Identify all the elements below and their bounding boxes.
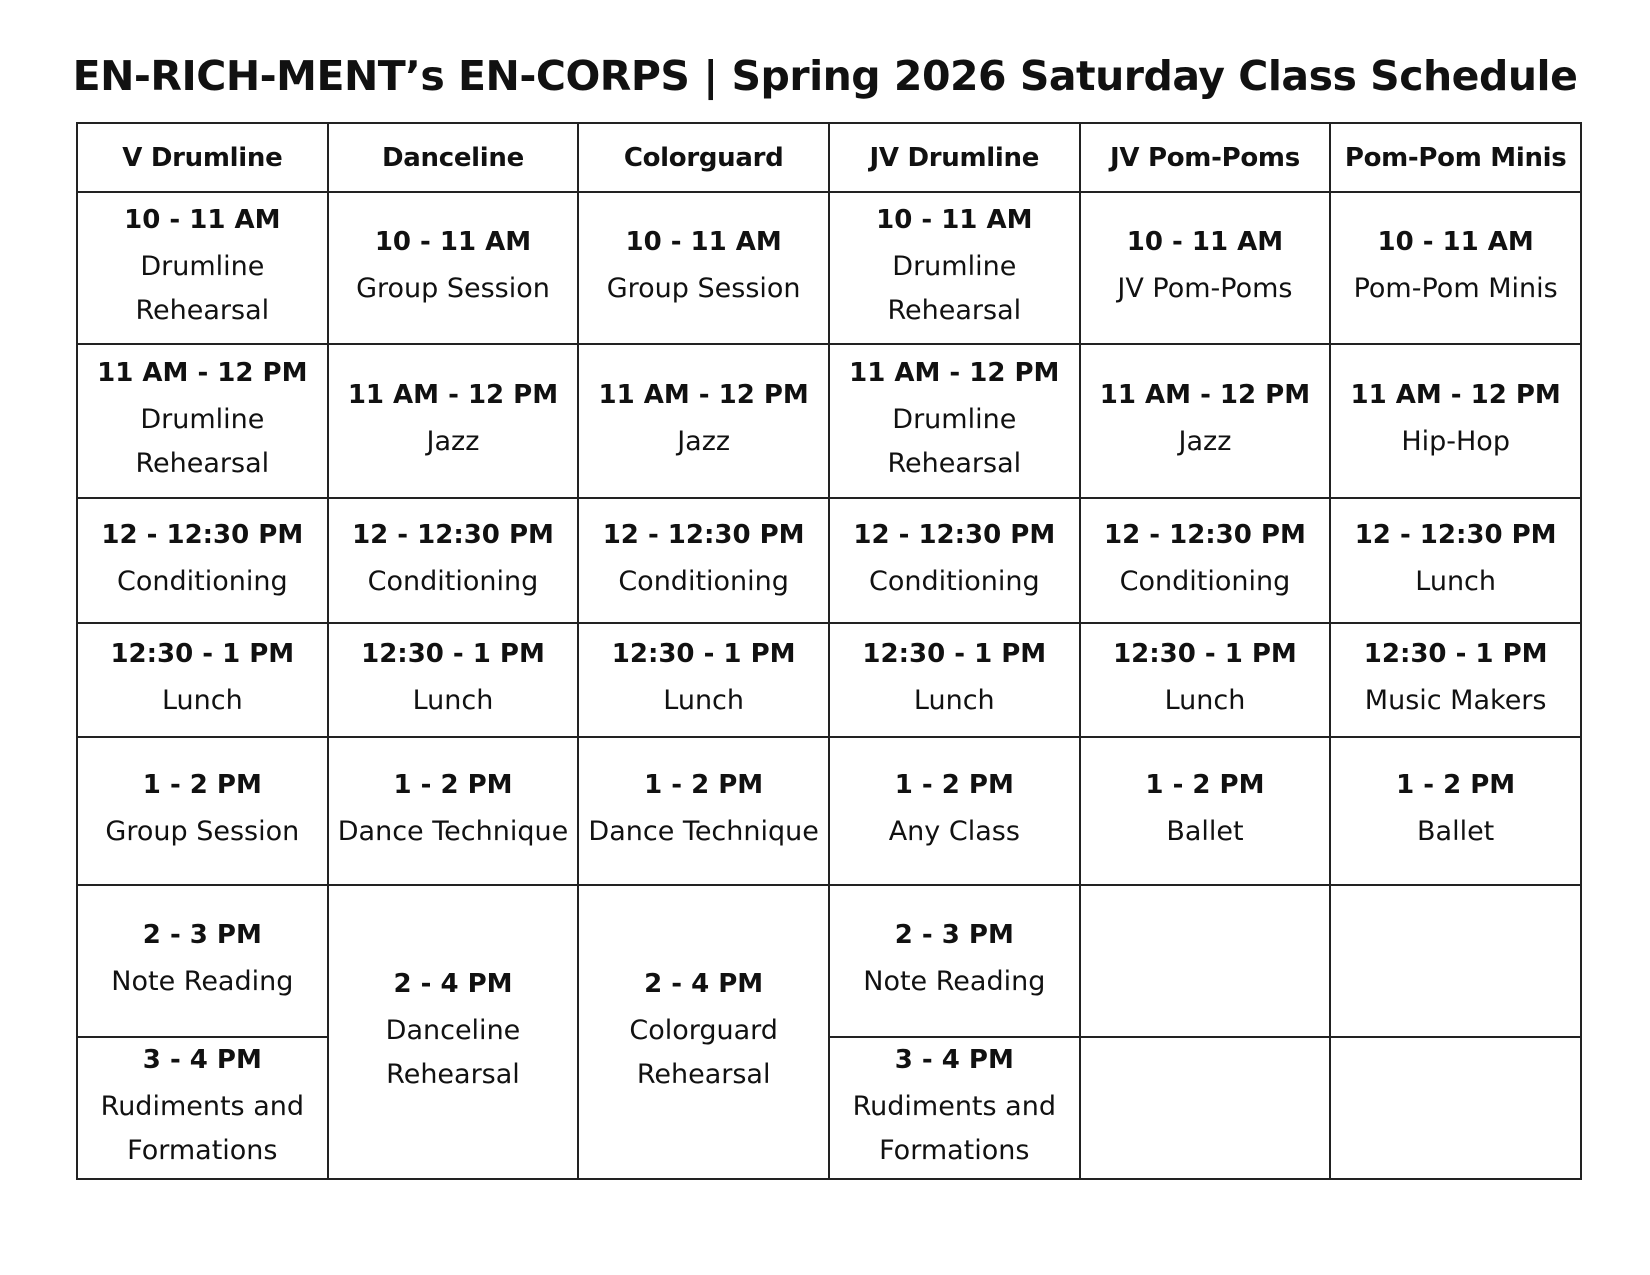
schedule-row-1230pm <box>77 623 1581 737</box>
cell-activity: Rudiments and Formations <box>852 1091 1056 1166</box>
cell-time: 11 AM - 12 PM <box>347 380 559 410</box>
cell-activity: Lunch <box>412 685 494 716</box>
schedule-cell <box>77 498 328 623</box>
header-row <box>77 123 1581 192</box>
schedule-cell <box>829 885 1080 1037</box>
schedule-cell <box>328 498 579 623</box>
cell-activity: Jazz <box>426 426 480 457</box>
cell-activity: Conditioning <box>367 565 539 597</box>
cell-activity: Drumline Rehearsal <box>887 251 1022 326</box>
schedule-cell-merged <box>578 885 829 1179</box>
schedule-cell <box>328 737 579 885</box>
schedule-cell <box>578 344 829 498</box>
cell-activity: Drumline Rehearsal <box>887 404 1022 479</box>
cell-activity: Jazz <box>1178 426 1232 457</box>
cell-activity: Conditioning <box>117 565 288 597</box>
schedule-cell <box>829 1037 1080 1179</box>
cell-time: 12 - 12:30 PM <box>1104 519 1306 550</box>
schedule-cell <box>1080 192 1331 344</box>
schedule-cell <box>1080 498 1331 623</box>
schedule-cell <box>829 498 1080 623</box>
cell-activity: Conditioning <box>1119 565 1291 597</box>
schedule-cell <box>1330 344 1581 498</box>
schedule-cell <box>77 1037 328 1179</box>
cell-activity: Ballet <box>1166 816 1244 847</box>
cell-activity: Lunch <box>663 685 745 716</box>
schedule-cell <box>77 885 328 1037</box>
cell-time: 12:30 - 1 PM <box>611 639 796 669</box>
schedule-cell <box>77 737 328 885</box>
column-header-v-drumline: V Drumline <box>77 123 328 192</box>
cell-time: 3 - 4 PM <box>894 1045 1014 1075</box>
cell-time: 12:30 - 1 PM <box>862 639 1047 669</box>
cell-time: 3 - 4 PM <box>142 1045 262 1075</box>
schedule-cell <box>77 623 328 737</box>
cell-activity: Lunch <box>913 685 995 716</box>
schedule-cell <box>77 344 328 498</box>
cell-activity: Any Class <box>888 816 1020 847</box>
schedule-cell <box>829 344 1080 498</box>
cell-time: 2 - 3 PM <box>142 920 262 950</box>
cell-time: 12 - 12:30 PM <box>1354 519 1557 550</box>
cell-time: 11 AM - 12 PM <box>1099 380 1311 410</box>
cell-time: 1 - 2 PM <box>644 770 764 800</box>
schedule-cell <box>1330 737 1581 885</box>
schedule-cell-empty <box>1330 1037 1581 1179</box>
cell-activity: Hip-Hop <box>1401 426 1510 457</box>
schedule-row-11am <box>77 344 1581 498</box>
schedule-cell <box>77 192 328 344</box>
page-title: EN-RICH-MENT’s EN-CORPS | Spring 2026 Saturday Class Schedule <box>72 52 1578 100</box>
cell-activity: Ballet <box>1417 816 1495 847</box>
cell-activity: JV Pom-Poms <box>1117 273 1293 304</box>
schedule-cell <box>328 192 579 344</box>
cell-activity: Group Session <box>606 273 801 304</box>
schedule-row-1pm <box>77 737 1581 885</box>
schedule-cell <box>1330 498 1581 623</box>
column-header-danceline: Danceline <box>328 123 579 192</box>
schedule-cell <box>578 623 829 737</box>
cell-time: 12 - 12:30 PM <box>853 519 1056 550</box>
cell-activity: Conditioning <box>868 565 1040 597</box>
cell-activity: Colorguard Rehearsal <box>629 1015 778 1090</box>
cell-activity: Group Session <box>356 273 550 304</box>
cell-activity: Drumline Rehearsal <box>135 404 270 479</box>
schedule-cell <box>829 623 1080 737</box>
cell-activity: Dance Technique <box>588 816 819 847</box>
cell-time: 10 - 11 AM <box>625 227 782 257</box>
cell-activity: Note Reading <box>863 966 1046 997</box>
cell-time: 12:30 - 1 PM <box>1113 639 1297 669</box>
cell-activity: Music Makers <box>1364 685 1547 716</box>
cell-time: 11 AM - 12 PM <box>1350 380 1561 410</box>
cell-activity: Lunch <box>1415 565 1497 597</box>
cell-activity: Conditioning <box>618 565 789 597</box>
cell-time: 1 - 2 PM <box>1396 770 1516 800</box>
schedule-cell-empty <box>1330 885 1581 1037</box>
cell-time: 2 - 4 PM <box>393 969 513 999</box>
schedule-cell <box>1080 737 1331 885</box>
cell-time: 12:30 - 1 PM <box>361 639 545 669</box>
schedule-cell-merged <box>328 885 579 1179</box>
cell-time: 2 - 3 PM <box>894 920 1014 950</box>
cell-time: 12:30 - 1 PM <box>1363 639 1548 669</box>
cell-activity: Lunch <box>1164 685 1246 716</box>
schedule-cell <box>1080 623 1331 737</box>
schedule-cell <box>829 192 1080 344</box>
cell-activity: Jazz <box>677 426 731 457</box>
cell-activity: Rudiments and Formations <box>100 1091 304 1166</box>
schedule-cell <box>1330 623 1581 737</box>
schedule-cell <box>1330 192 1581 344</box>
column-header-colorguard: Colorguard <box>578 123 829 192</box>
cell-time: 10 - 11 AM <box>1126 227 1284 257</box>
cell-activity: Lunch <box>161 685 243 716</box>
schedule-row-10am <box>77 192 1581 344</box>
schedule-cell <box>578 737 829 885</box>
cell-time: 10 - 11 AM <box>124 205 281 235</box>
cell-time: 10 - 11 AM <box>1377 227 1534 257</box>
cell-activity: Pom-Pom Minis <box>1353 273 1558 304</box>
schedule-cell <box>578 192 829 344</box>
cell-time: 1 - 2 PM <box>393 770 513 800</box>
cell-time: 1 - 2 PM <box>1145 770 1265 800</box>
cell-time: 10 - 11 AM <box>876 205 1033 235</box>
schedule-row-3pm <box>77 1037 1581 1179</box>
schedule-cell-empty <box>1080 1037 1331 1179</box>
cell-time: 10 - 11 AM <box>374 227 532 257</box>
cell-activity: Drumline Rehearsal <box>135 251 270 326</box>
cell-activity: Group Session <box>105 816 300 847</box>
cell-time: 12 - 12:30 PM <box>602 519 805 550</box>
cell-time: 11 AM - 12 PM <box>97 358 308 388</box>
schedule-cell <box>829 737 1080 885</box>
cell-time: 12 - 12:30 PM <box>352 519 554 550</box>
column-header-jv-drumline: JV Drumline <box>829 123 1080 192</box>
schedule-table <box>76 122 1582 1180</box>
cell-time: 11 AM - 12 PM <box>598 380 809 410</box>
schedule-cell <box>328 344 579 498</box>
cell-time: 12:30 - 1 PM <box>110 639 295 669</box>
cell-activity: Danceline Rehearsal <box>385 1015 521 1090</box>
cell-time: 11 AM - 12 PM <box>849 358 1060 388</box>
schedule-cell <box>328 623 579 737</box>
schedule-cell <box>1080 344 1331 498</box>
cell-time: 12 - 12:30 PM <box>101 519 304 550</box>
schedule-row-12pm <box>77 498 1581 623</box>
schedule-cell <box>578 498 829 623</box>
cell-activity: Dance Technique <box>337 816 569 847</box>
column-header-jv-pom-poms: JV Pom-Poms <box>1080 123 1331 192</box>
schedule-cell-empty <box>1080 885 1331 1037</box>
column-header-pom-pom-minis: Pom-Pom Minis <box>1330 123 1581 192</box>
cell-activity: Note Reading <box>111 966 294 997</box>
cell-time: 1 - 2 PM <box>894 770 1014 800</box>
schedule-row-2pm <box>77 885 1581 1037</box>
cell-time: 1 - 2 PM <box>142 770 262 800</box>
cell-time: 2 - 4 PM <box>644 969 764 999</box>
